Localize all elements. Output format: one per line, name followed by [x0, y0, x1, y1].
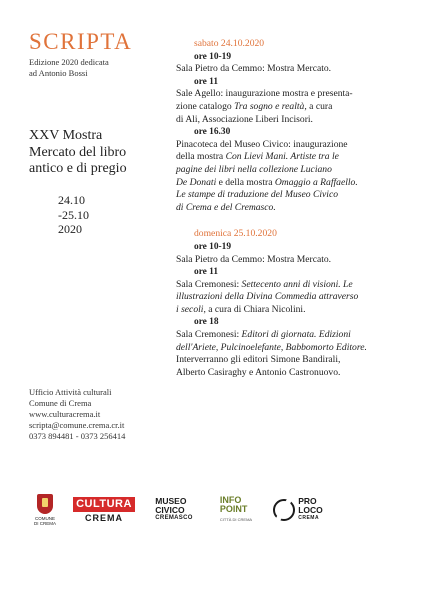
- day-label-sunday: domenica 25.10.2020: [194, 228, 277, 240]
- event-desc-line: [176, 202, 416, 215]
- pro-loco-icon: [273, 499, 295, 521]
- sponsor-logos: [30, 490, 400, 530]
- museo-logo-line: CREMASCO: [155, 515, 193, 522]
- event-time: ore 18: [194, 317, 219, 328]
- event-dates: [58, 193, 89, 237]
- event-desc: [176, 329, 416, 379]
- event-desc-line: [176, 151, 416, 164]
- info-logo-line: CITTÀ DI CREMA: [219, 516, 253, 522]
- text-span: Sala Cremonesi:: [176, 329, 242, 341]
- event-desc-line: Alberto Casiraghy e Antonio Castronuovo.: [176, 366, 341, 378]
- text-span: , a cura di Chiara Nicolini.: [203, 303, 306, 315]
- contacts-block: [29, 387, 125, 442]
- info-logo-line: POINT: [219, 504, 248, 515]
- info-logo-text: [220, 496, 252, 525]
- event-desc-line: [176, 291, 416, 304]
- event-desc: Sala Pietro da Cemmo: Mostra Mercato.: [176, 63, 332, 75]
- italic-title: pagine dei libri nella collezione Luciano: [176, 163, 332, 175]
- edition-line: Edizione 2020 dedicata: [29, 57, 109, 67]
- event-desc-line: di Ali, Associazione Liberi Incisori.: [176, 113, 313, 125]
- event-time: ore 11: [194, 76, 219, 87]
- event-desc-line: [176, 177, 416, 190]
- pro-loco-line: LOCO: [298, 504, 323, 515]
- event-desc-line: [176, 164, 416, 177]
- event-desc-line: [176, 342, 416, 355]
- text-span: e della mostra: [216, 176, 275, 188]
- event-time: ore 10-19: [194, 241, 232, 252]
- italic-title: di Crema e del Cremasco.: [176, 201, 276, 213]
- pro-loco-text: [298, 497, 323, 523]
- cultura-crema-logo: [72, 490, 136, 530]
- italic-title: Editori di giornata. Edizioni: [241, 329, 351, 341]
- italic-title: illustrazioni della Divina Commedia attraverso: [176, 291, 359, 303]
- brand-title: SCRIPTA: [29, 29, 133, 54]
- edition-line: ad Antonio Bossi: [29, 67, 88, 78]
- event-desc: [176, 139, 416, 215]
- italic-title: Le stampe di traduzione del Museo Civico: [176, 189, 339, 201]
- museo-logo-line: CIVICO: [155, 504, 185, 515]
- event-title-line: antico e di pregio: [29, 161, 127, 176]
- cultura-logo-top: CULTURA: [73, 497, 135, 512]
- contacts-website-link[interactable]: www.culturacrema.it: [29, 409, 101, 419]
- italic-title: i secoli: [176, 303, 204, 315]
- text-span: Sala Cremonesi:: [176, 278, 242, 290]
- event-desc: [176, 88, 416, 126]
- pro-loco-line: CREMA: [298, 515, 320, 522]
- museo-logo-text: [155, 497, 192, 523]
- contacts-phone: 0373 894481 - 0373 256414: [29, 431, 126, 441]
- event-desc-line: Sale Agello: inaugurazione mostra e presenta-: [176, 88, 353, 100]
- event-desc-line: [176, 279, 416, 292]
- cultura-logo-bottom: CREMA: [85, 513, 123, 523]
- event-time: ore 11: [194, 267, 219, 278]
- event-title-line: XXV Mostra: [29, 128, 103, 143]
- comune-di-crema-logo: [30, 490, 60, 530]
- comune-logo-line: DI CREMA: [33, 521, 56, 526]
- event-desc-line: Pinacoteca del Museo Civico: inaugurazione: [176, 138, 348, 150]
- pro-loco-lockup: [273, 497, 323, 523]
- event-desc: Sala Pietro da Cemmo: Mostra Mercato.: [176, 253, 332, 265]
- edition-note: [29, 57, 109, 78]
- day-spacer: [176, 214, 416, 228]
- info-point-logo: [214, 490, 258, 530]
- italic-title: Con Lievi Mani. Artiste tra le: [225, 151, 339, 163]
- date-end: -25.10: [58, 207, 89, 222]
- event-title-line: Mercato del libro: [29, 144, 127, 160]
- pro-loco-logo: [266, 490, 330, 530]
- italic-title: Tra sogno e realtà: [234, 100, 305, 112]
- program: [176, 38, 416, 379]
- event-time: ore 10-19: [194, 51, 232, 62]
- pro-loco-line: PRO: [298, 496, 317, 507]
- italic-title: Settecento anni di visioni. Le: [241, 278, 353, 290]
- contacts-org: Comune di Crema: [29, 398, 92, 408]
- text-span: zione catalogo: [176, 100, 235, 112]
- italic-title: De Donati: [176, 176, 217, 188]
- event-desc-line: [176, 329, 416, 342]
- date-year: 2020: [58, 222, 82, 236]
- event-desc-line: [176, 101, 416, 114]
- italic-title: dell'Ariete, Pulcinoelefante, Babbomorto Editore.: [176, 341, 367, 353]
- event-title: [29, 128, 127, 178]
- event-desc: [176, 279, 416, 317]
- contacts-email-link[interactable]: scripta@comune.crema.cr.it: [29, 420, 125, 430]
- event-desc-line: [176, 304, 416, 317]
- event-time: ore 16.30: [194, 127, 231, 138]
- date-start: 24.10: [58, 193, 85, 207]
- comune-logo-text: [34, 516, 56, 526]
- coat-of-arms-icon: [37, 494, 53, 514]
- event-desc-line: Interverranno gli editori Simone Bandirali,: [176, 354, 341, 366]
- contacts-office: Ufficio Attività culturali: [29, 387, 112, 397]
- day-label-saturday: sabato 24.10.2020: [194, 38, 265, 49]
- info-logo-line: INFO: [219, 494, 242, 505]
- museo-logo-line: MUSEO: [155, 496, 187, 507]
- text-span: , a cura: [304, 100, 333, 112]
- comune-logo-line: COMUNE: [34, 516, 55, 521]
- museo-civico-logo: [148, 490, 200, 530]
- text-span: della mostra: [176, 151, 226, 163]
- event-desc-line: [176, 189, 416, 202]
- italic-title: Omaggio a Raffaello.: [274, 176, 358, 188]
